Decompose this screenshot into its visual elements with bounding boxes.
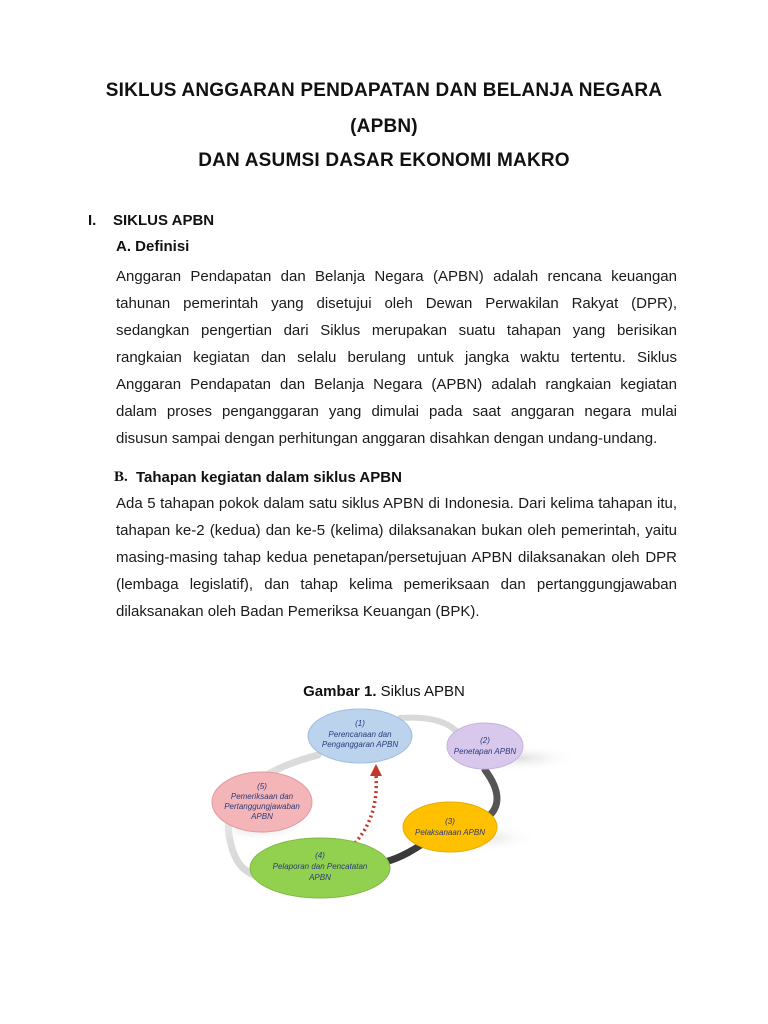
document-title-line-3: DAN ASUMSI DASAR EKONOMI MAKRO <box>198 150 570 171</box>
stage-1-node <box>308 709 412 763</box>
svg-text:Pelaksanaan APBN: Pelaksanaan APBN <box>415 828 485 837</box>
figure-caption-text: Siklus APBN <box>376 683 465 700</box>
svg-text:Perencanaan dan: Perencanaan dan <box>328 730 392 739</box>
svg-text:Penetapan APBN: Penetapan APBN <box>453 747 517 756</box>
svg-text:(1): (1) <box>355 719 365 728</box>
svg-text:APBN: APBN <box>251 812 273 821</box>
svg-text:(5): (5) <box>257 782 267 791</box>
svg-text:Pelaporan dan Pencatatan: Pelaporan dan Pencatatan <box>272 862 368 871</box>
stage-4-node <box>250 838 390 898</box>
section-heading: SIKLUS APBN <box>113 212 215 229</box>
subsection-a-heading: A. Definisi <box>116 238 190 255</box>
stage-3-node <box>403 802 497 852</box>
stage-5-node <box>212 772 312 832</box>
subsection-b-heading: Tahapan kegiatan dalam siklus APBN <box>136 469 402 486</box>
apbn-cycle-diagram <box>200 700 585 910</box>
section-number: I. <box>88 212 97 229</box>
svg-text:Pemeriksaan dan: Pemeriksaan dan <box>230 792 294 801</box>
feedback-arrow <box>348 775 376 850</box>
figure-caption-label: Gambar 1. <box>303 683 377 700</box>
svg-text:(4): (4) <box>315 851 325 860</box>
document-title-line-1: SIKLUS ANGGARAN PENDAPATAN DAN BELANJA NEGARA <box>105 80 663 101</box>
svg-text:APBN: APBN <box>309 873 331 882</box>
cycle-ring-dark-right <box>485 770 497 815</box>
document-title-line-2: (APBN) <box>350 116 418 137</box>
stages-paragraph: Ada 5 tahapan pokok dalam satu siklus APBN di Indonesia. Dari kelima tahapan itu, tahapan ke-2 (kedua) dan ke-5 (kelima) dilaksanakan bukan oleh pemerintah, yaitu masing-masing tahap kedua penetapan/persetujuan APBN dilaksanakan oleh DPR (lembaga legislatif), dan tahap kelima pemeriksaan dan pertanggungjawaban dilaksanakan oleh Badan Pemeriksa Keuangan (BPK). <box>116 495 677 620</box>
arrow-head-up <box>370 764 382 776</box>
svg-text:Penganggaran APBN: Penganggaran APBN <box>321 740 399 749</box>
svg-text:(2): (2) <box>480 736 490 745</box>
definition-paragraph: Anggaran Pendapatan dan Belanja Negara (APBN) adalah rencana keuangan tahunan pemerintah yang disetujui oleh Dewan Perwakilan Rakyat (DPR), sedangkan pengertian dari Siklus merupakan suatu tahapan yang berisikan rangkaian kegiatan dan selalu berulang untuk jangka waktu tertentu. Siklus Anggaran Pendapatan dan Belanja Negara (APBN) adalah rangkaian kegiatan dalam proses penganggaran yang dimulai pada saat anggaran negara mulai disusun sampai dengan perhitungan anggaran disahkan dengan undang-undang. <box>116 268 677 447</box>
stage-2-node <box>447 723 523 769</box>
figure-caption <box>200 683 568 700</box>
subsection-b-letter: B. <box>114 469 128 485</box>
svg-text:Pertanggungjawaban: Pertanggungjawaban <box>224 802 300 811</box>
svg-text:(3): (3) <box>445 817 455 826</box>
